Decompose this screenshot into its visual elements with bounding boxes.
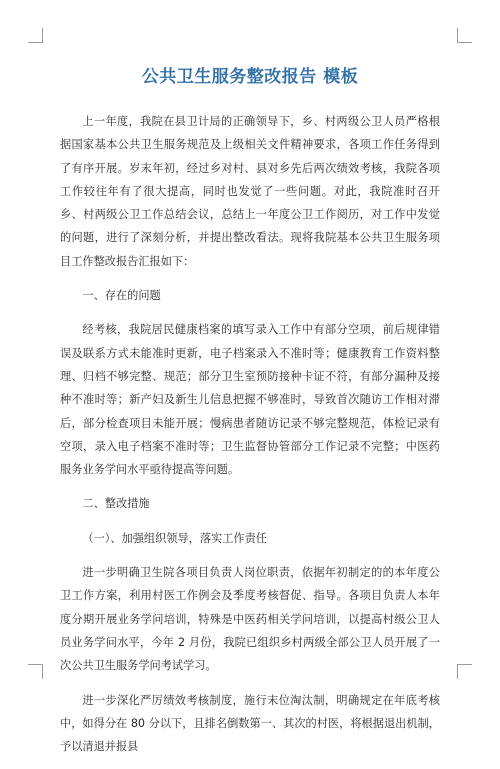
section-heading-problems: 一、存在的问题 <box>82 289 161 303</box>
crop-mark-bottom-left <box>28 664 43 679</box>
problems-paragraph: 经考核，我院居民健康档案的填写录入工作中有部分空项，前后规律错误及联系方式未能准时更新，电子档案录入不准时等；健康教育工作资料整理、归档不够完整、规范；部分卫生室预防接种卡证不符，有部分漏种及接种不准时等；新产妇及新生儿信息把握不够准时，导致首次随访工作相对滞后，部分检查项目未能开展；慢病患者随访记录不够完整规范，体检记录有空项，录入电子档案不准时等；卫生监督协管部分工作记录不完整；中医药服务业务学问水平亟待提高等问题。 <box>60 323 440 477</box>
subsection-heading-leadership: （一）、加强组织领导，落实工作责任 <box>82 531 267 545</box>
leadership-paragraph: 进一步明确卫生院各项目负责人岗位职责，依据年初制定的的本年度公卫工作方案，利用村医工作例会及季度考核督促、指导。各项目负责人本年度分期开展业务学问培训，特殊是中医药相关学问培训，以提高村级公卫人员业务学问水平，今年 2 月份，我院已组织乡村两级全部公卫人员开展了一次公共卫生服务学问考试学习。 <box>60 566 440 673</box>
crop-mark-top-right <box>457 28 472 43</box>
document-title: 公共卫生服务整改报告 模板 <box>141 67 359 87</box>
crop-mark-top-left <box>28 28 43 43</box>
document-body <box>60 110 440 769</box>
assessment-paragraph: 进一步深化严厉绩效考核制度，施行末位淘汰制，明确规定在年底考核中，如得分在 80 分以下，且排名倒数第一、其次的村医，将根据退出机制，予以清退并报县 <box>60 693 440 754</box>
crop-mark-bottom-right <box>457 664 472 679</box>
intro-paragraph: 上一年度，我院在县卫计局的正确领导下，乡、村两级公卫人员严格根据国家基本公共卫生服务规范及上级相关文件精神要求，各项工作任务得到了有序开展。岁末年初，经过乡对村、县对乡先后两次绩效考核，我院各项工作较往年有了很大提高，同时也发觉了一些问题。对此，我院准时召开乡、村两级公卫工作总结会议，总结上一年度公卫工作阅历，对工作中发觉的问题，进行了深刻分析，并提出整改看法。现将我院基本公共卫生服务项目工作整改报告汇报如下： <box>60 115 440 268</box>
section-heading-measures: 二、整改措施 <box>82 497 150 511</box>
